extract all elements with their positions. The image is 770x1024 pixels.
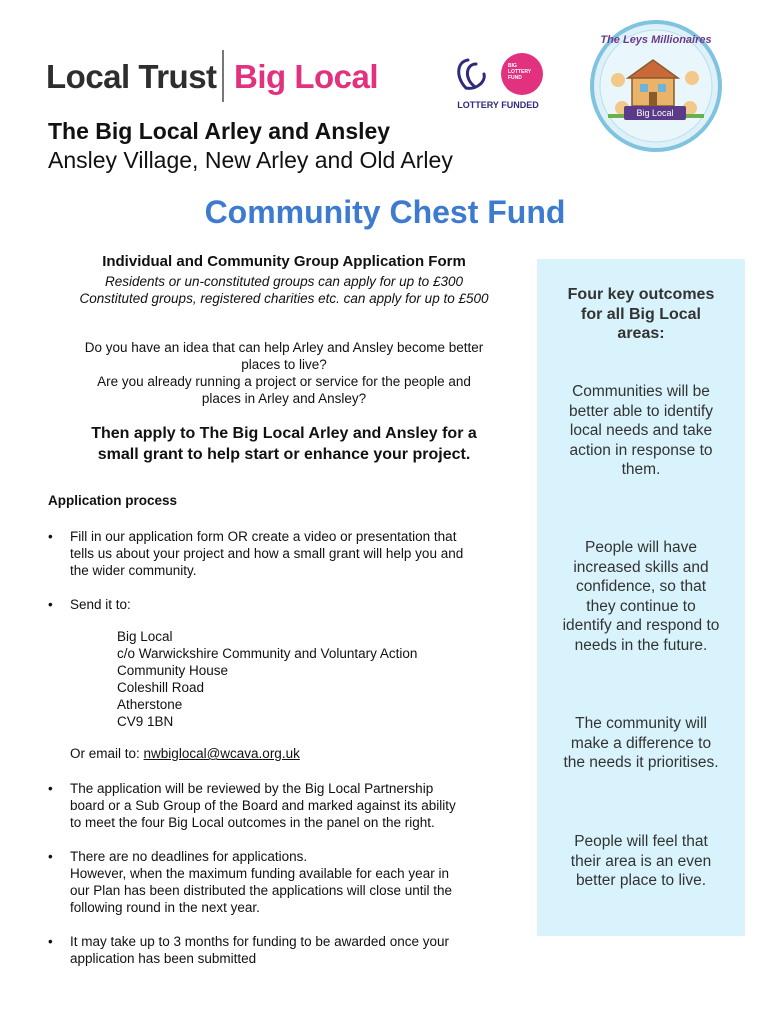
intro-line: Are you already running a project or service for the people and bbox=[97, 374, 471, 389]
bullet-line: Fill in our application form OR create a video or presentation that bbox=[70, 529, 457, 544]
process-title: Application process bbox=[48, 493, 178, 508]
outcome-line: increased skills and bbox=[573, 558, 709, 576]
email-prefix: Or email to: bbox=[70, 746, 140, 761]
outcome-line: identify and respond to bbox=[562, 617, 720, 634]
blf-circle-text: BIG LOTTERY FUND bbox=[508, 63, 532, 81]
outcome-line: better able to identify bbox=[569, 402, 713, 420]
bullet-line: tells us about your project and how a small grant will help you and bbox=[70, 546, 464, 561]
bullet-line: However, when the maximum funding available for each year in bbox=[70, 866, 449, 881]
fund-title: Community Chest Fund bbox=[204, 194, 566, 230]
bullet-line: our Plan has been distributed the applications will close until the bbox=[70, 883, 452, 898]
lottery-funded-label: LOTTERY FUNDED bbox=[457, 100, 539, 110]
badge-title: The Leys Millionaires bbox=[600, 34, 712, 46]
eligibility-text bbox=[48, 273, 520, 307]
outcome-line: they continue to bbox=[586, 597, 696, 615]
bullet-glyph: • bbox=[48, 529, 53, 544]
intro-text bbox=[48, 339, 520, 407]
page-subtitle: Ansley Village, New Arley and Old Arley bbox=[48, 147, 453, 173]
intro-line: places in Arley and Ansley? bbox=[201, 391, 367, 406]
outcomes-title-line: areas: bbox=[617, 325, 665, 342]
outcome-line: The community will bbox=[575, 715, 707, 732]
logo-divider bbox=[222, 50, 224, 102]
callout-text bbox=[48, 423, 520, 465]
email-link[interactable]: nwbiglocal@wcava.org.uk bbox=[143, 746, 300, 761]
outcome-line: local needs and take bbox=[569, 422, 713, 439]
outcome-item bbox=[537, 832, 745, 891]
outcomes-title bbox=[537, 285, 745, 344]
address-line: CV9 1BN bbox=[117, 714, 174, 729]
outcome-line: make a difference to bbox=[570, 734, 712, 752]
outcomes-title-line: Four key outcomes bbox=[567, 286, 715, 303]
address-line: Big Local bbox=[117, 629, 173, 644]
bullet-line: The application will be reviewed by the Big Local Partnership bbox=[70, 781, 434, 796]
bullet-line: application has been submitted bbox=[70, 951, 257, 966]
outcomes-title-line: for all Big Local bbox=[580, 305, 701, 323]
eligibility-line: Residents or un-constituted groups can apply for up to £300 bbox=[105, 274, 463, 289]
outcome-line: action in response to bbox=[569, 441, 713, 459]
badge-ribbon: Big Local bbox=[624, 106, 686, 120]
big-local-logo: Big Local bbox=[234, 58, 379, 95]
address-line: Atherstone bbox=[117, 697, 183, 712]
outcomes-panel bbox=[537, 259, 745, 936]
outcome-item bbox=[537, 538, 745, 655]
outcome-line: People will have bbox=[584, 539, 697, 556]
callout-line: Then apply to The Big Local Arley and Ansley for a bbox=[91, 425, 477, 442]
address-line: Community House bbox=[117, 663, 229, 678]
local-trust-logo: Local Trust bbox=[46, 58, 217, 95]
outcome-line: People will feel that bbox=[574, 833, 708, 850]
form-title: Individual and Community Group Application Form bbox=[102, 253, 466, 270]
page-title: The Big Local Arley and Ansley bbox=[48, 118, 391, 144]
bullet-glyph: • bbox=[48, 849, 53, 864]
bullet-glyph: • bbox=[48, 781, 53, 796]
address-line: c/o Warwickshire Community and Voluntary Action bbox=[117, 646, 418, 661]
bullet-glyph: • bbox=[48, 597, 53, 612]
outcome-line: their area is an even bbox=[570, 852, 712, 870]
postal-address bbox=[117, 628, 417, 730]
email-line bbox=[70, 746, 300, 761]
outcome-line: better place to live. bbox=[575, 872, 707, 889]
outcome-item bbox=[537, 714, 745, 773]
outcome-item bbox=[537, 382, 745, 480]
bullet-line: the wider community. bbox=[70, 563, 197, 578]
outcome-line: needs in the future. bbox=[574, 636, 708, 654]
outcome-line: confidence, so that bbox=[575, 578, 707, 595]
bullet-line: Send it to: bbox=[70, 597, 131, 612]
bullet-line: following round in the next year. bbox=[70, 900, 260, 915]
bullet-line: It may take up to 3 months for funding to be awarded once your bbox=[70, 934, 449, 949]
outcome-line: the needs it prioritises. bbox=[563, 754, 719, 771]
leys-millionaires-badge bbox=[588, 18, 724, 154]
outcome-line: them. bbox=[621, 461, 661, 478]
address-line: Coleshill Road bbox=[117, 680, 205, 695]
bullet-line: to meet the four Big Local outcomes in the panel on the right. bbox=[70, 815, 435, 830]
bullet-line: There are no deadlines for applications. bbox=[70, 849, 308, 864]
bullet-glyph: • bbox=[48, 934, 53, 949]
eligibility-line: Constituted groups, registered charities etc. can apply for up to £500 bbox=[79, 291, 489, 306]
intro-line: Do you have an idea that can help Arley and Ansley become better bbox=[84, 340, 484, 355]
bullet-line: board or a Sub Group of the Board and marked against its ability bbox=[70, 798, 456, 813]
outcome-line: Communities will be bbox=[572, 383, 710, 400]
intro-line: places to live? bbox=[241, 357, 327, 372]
callout-line: small grant to help start or enhance your project. bbox=[97, 446, 471, 463]
